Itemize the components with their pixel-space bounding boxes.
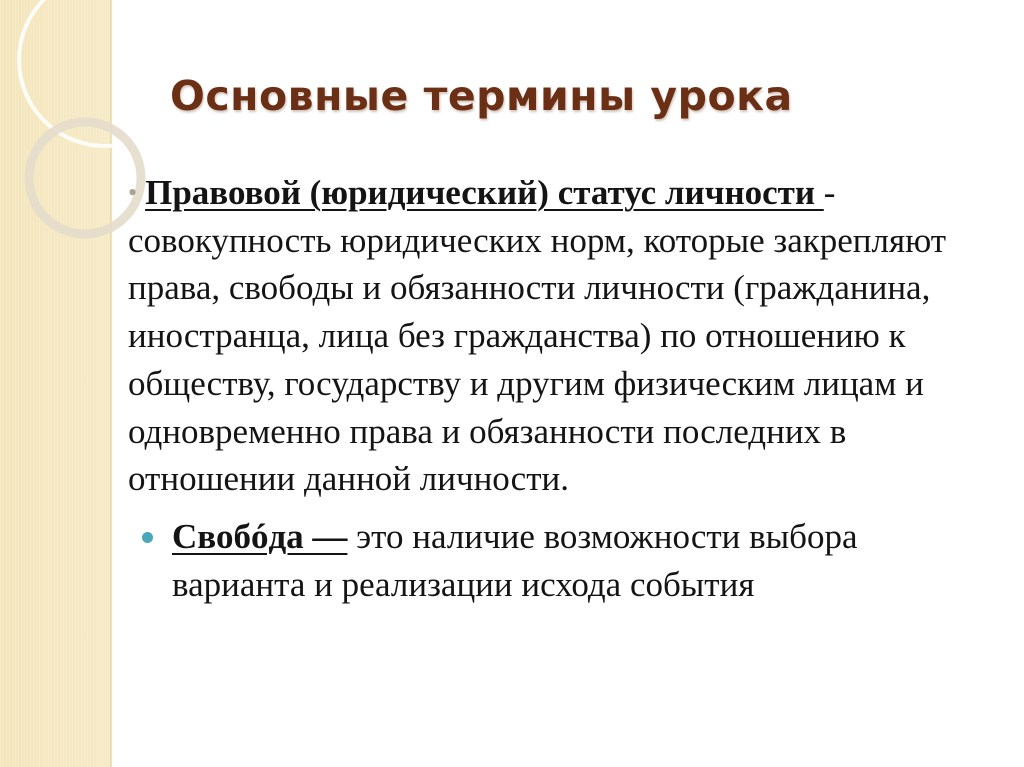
slide-title: Основные термины урока bbox=[170, 72, 793, 120]
term-separator: - bbox=[823, 173, 836, 212]
teal-bullet-icon bbox=[142, 532, 153, 543]
list-item-legal-status bbox=[128, 169, 988, 503]
slide-content bbox=[128, 169, 988, 608]
term-freedom: Свобóда — bbox=[172, 516, 348, 556]
term-legal-status: Правовой (юридический) статус личности bbox=[145, 173, 824, 212]
gray-bullet-icon: • bbox=[128, 178, 138, 207]
list-item-freedom bbox=[128, 513, 988, 608]
small-decorative-ring bbox=[29, 122, 141, 234]
definition-freedom: это наличие возможности выбора варианта и реализации исхода события bbox=[172, 516, 858, 604]
definition-legal-status: совокупность юридических норм, которые закрепляют права, свободы и обязанности личности (гражданина, иностранца, лица без гражданства) по отношению к обществу, государству и другим физическим лицам и одновременно права и обязанности последних в отношении данной личности. bbox=[128, 220, 947, 499]
